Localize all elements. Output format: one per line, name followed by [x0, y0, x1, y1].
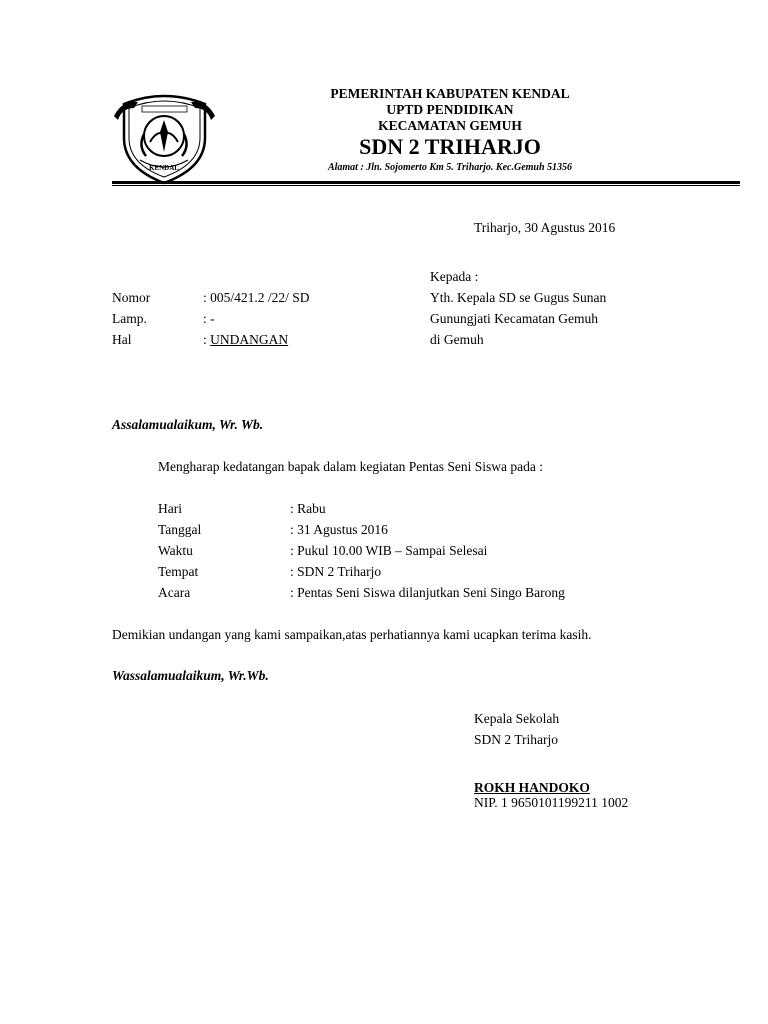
letterhead-rule-thin — [112, 185, 740, 186]
recipient-line-3: di Gemuh — [430, 332, 484, 347]
recipient-line-1: Yth. Kepala SD se Gugus Sunan — [430, 290, 607, 305]
recipient-kepada: Kepada : — [430, 269, 479, 284]
meta-label-lamp: Lamp. — [112, 311, 147, 326]
school-name: SDN 2 TRIHARJO — [359, 134, 541, 159]
meta-hal-colon: : — [203, 332, 211, 347]
detail-label-tanggal: Tanggal — [158, 522, 202, 537]
greeting: Assalamualaikum, Wr. Wb. — [112, 417, 264, 432]
detail-value-hari: : Rabu — [290, 501, 326, 516]
closing-text: Demikian undangan yang kami sampaikan,atas perhatiannya kami ucapkan terima kasih. — [112, 627, 592, 642]
signature-school: SDN 2 Triharjo — [474, 732, 559, 747]
detail-label-acara: Acara — [158, 585, 191, 600]
school-address: Alamat : Jln. Sojomerto Km 5. Triharjo. Kec.Gemuh 51356 — [327, 162, 573, 173]
letterhead-rule-thick — [112, 181, 740, 184]
header-line-3: KECAMATAN GEMUH — [378, 118, 522, 133]
detail-label-waktu: Waktu — [158, 543, 193, 558]
letter-date: Triharjo, 30 Agustus 2016 — [474, 220, 616, 235]
meta-hal-subject: UNDANGAN — [210, 332, 289, 347]
meta-value-nomor: : 005/421.2 /22/ SD — [203, 290, 310, 305]
farewell: Wassalamualaikum, Wr.Wb. — [112, 668, 269, 683]
signature-name: ROKH HANDOKO — [474, 780, 590, 795]
meta-value-hal — [203, 332, 288, 348]
signature-nip: NIP. 1 9650101199211 1002 — [474, 795, 629, 810]
header-line-2: UPTD PENDIDIKAN — [386, 102, 514, 117]
detail-value-acara: : Pentas Seni Siswa dilanjutkan Seni Singo Barong — [290, 585, 565, 600]
detail-label-tempat: Tempat — [158, 564, 199, 579]
header-line-1: PEMERINTAH KABUPATEN KENDAL — [330, 86, 570, 101]
kendal-regency-seal-logo — [112, 86, 217, 186]
detail-value-tanggal: : 31 Agustus 2016 — [290, 522, 388, 537]
meta-label-nomor: Nomor — [112, 290, 151, 305]
detail-value-tempat: : SDN 2 Triharjo — [290, 564, 382, 579]
meta-value-lamp: : - — [203, 311, 215, 326]
detail-label-hari: Hari — [158, 501, 182, 516]
meta-label-hal: Hal — [112, 332, 132, 347]
intro-text: Mengharap kedatangan bapak dalam kegiatan Pentas Seni Siswa pada : — [158, 459, 544, 474]
recipient-line-2: Gunungjati Kecamatan Gemuh — [430, 311, 598, 326]
signature-title: Kepala Sekolah — [474, 711, 560, 726]
logo-text: KENDAL — [149, 164, 179, 172]
detail-value-waktu: : Pukul 10.00 WIB – Sampai Selesai — [290, 543, 488, 558]
